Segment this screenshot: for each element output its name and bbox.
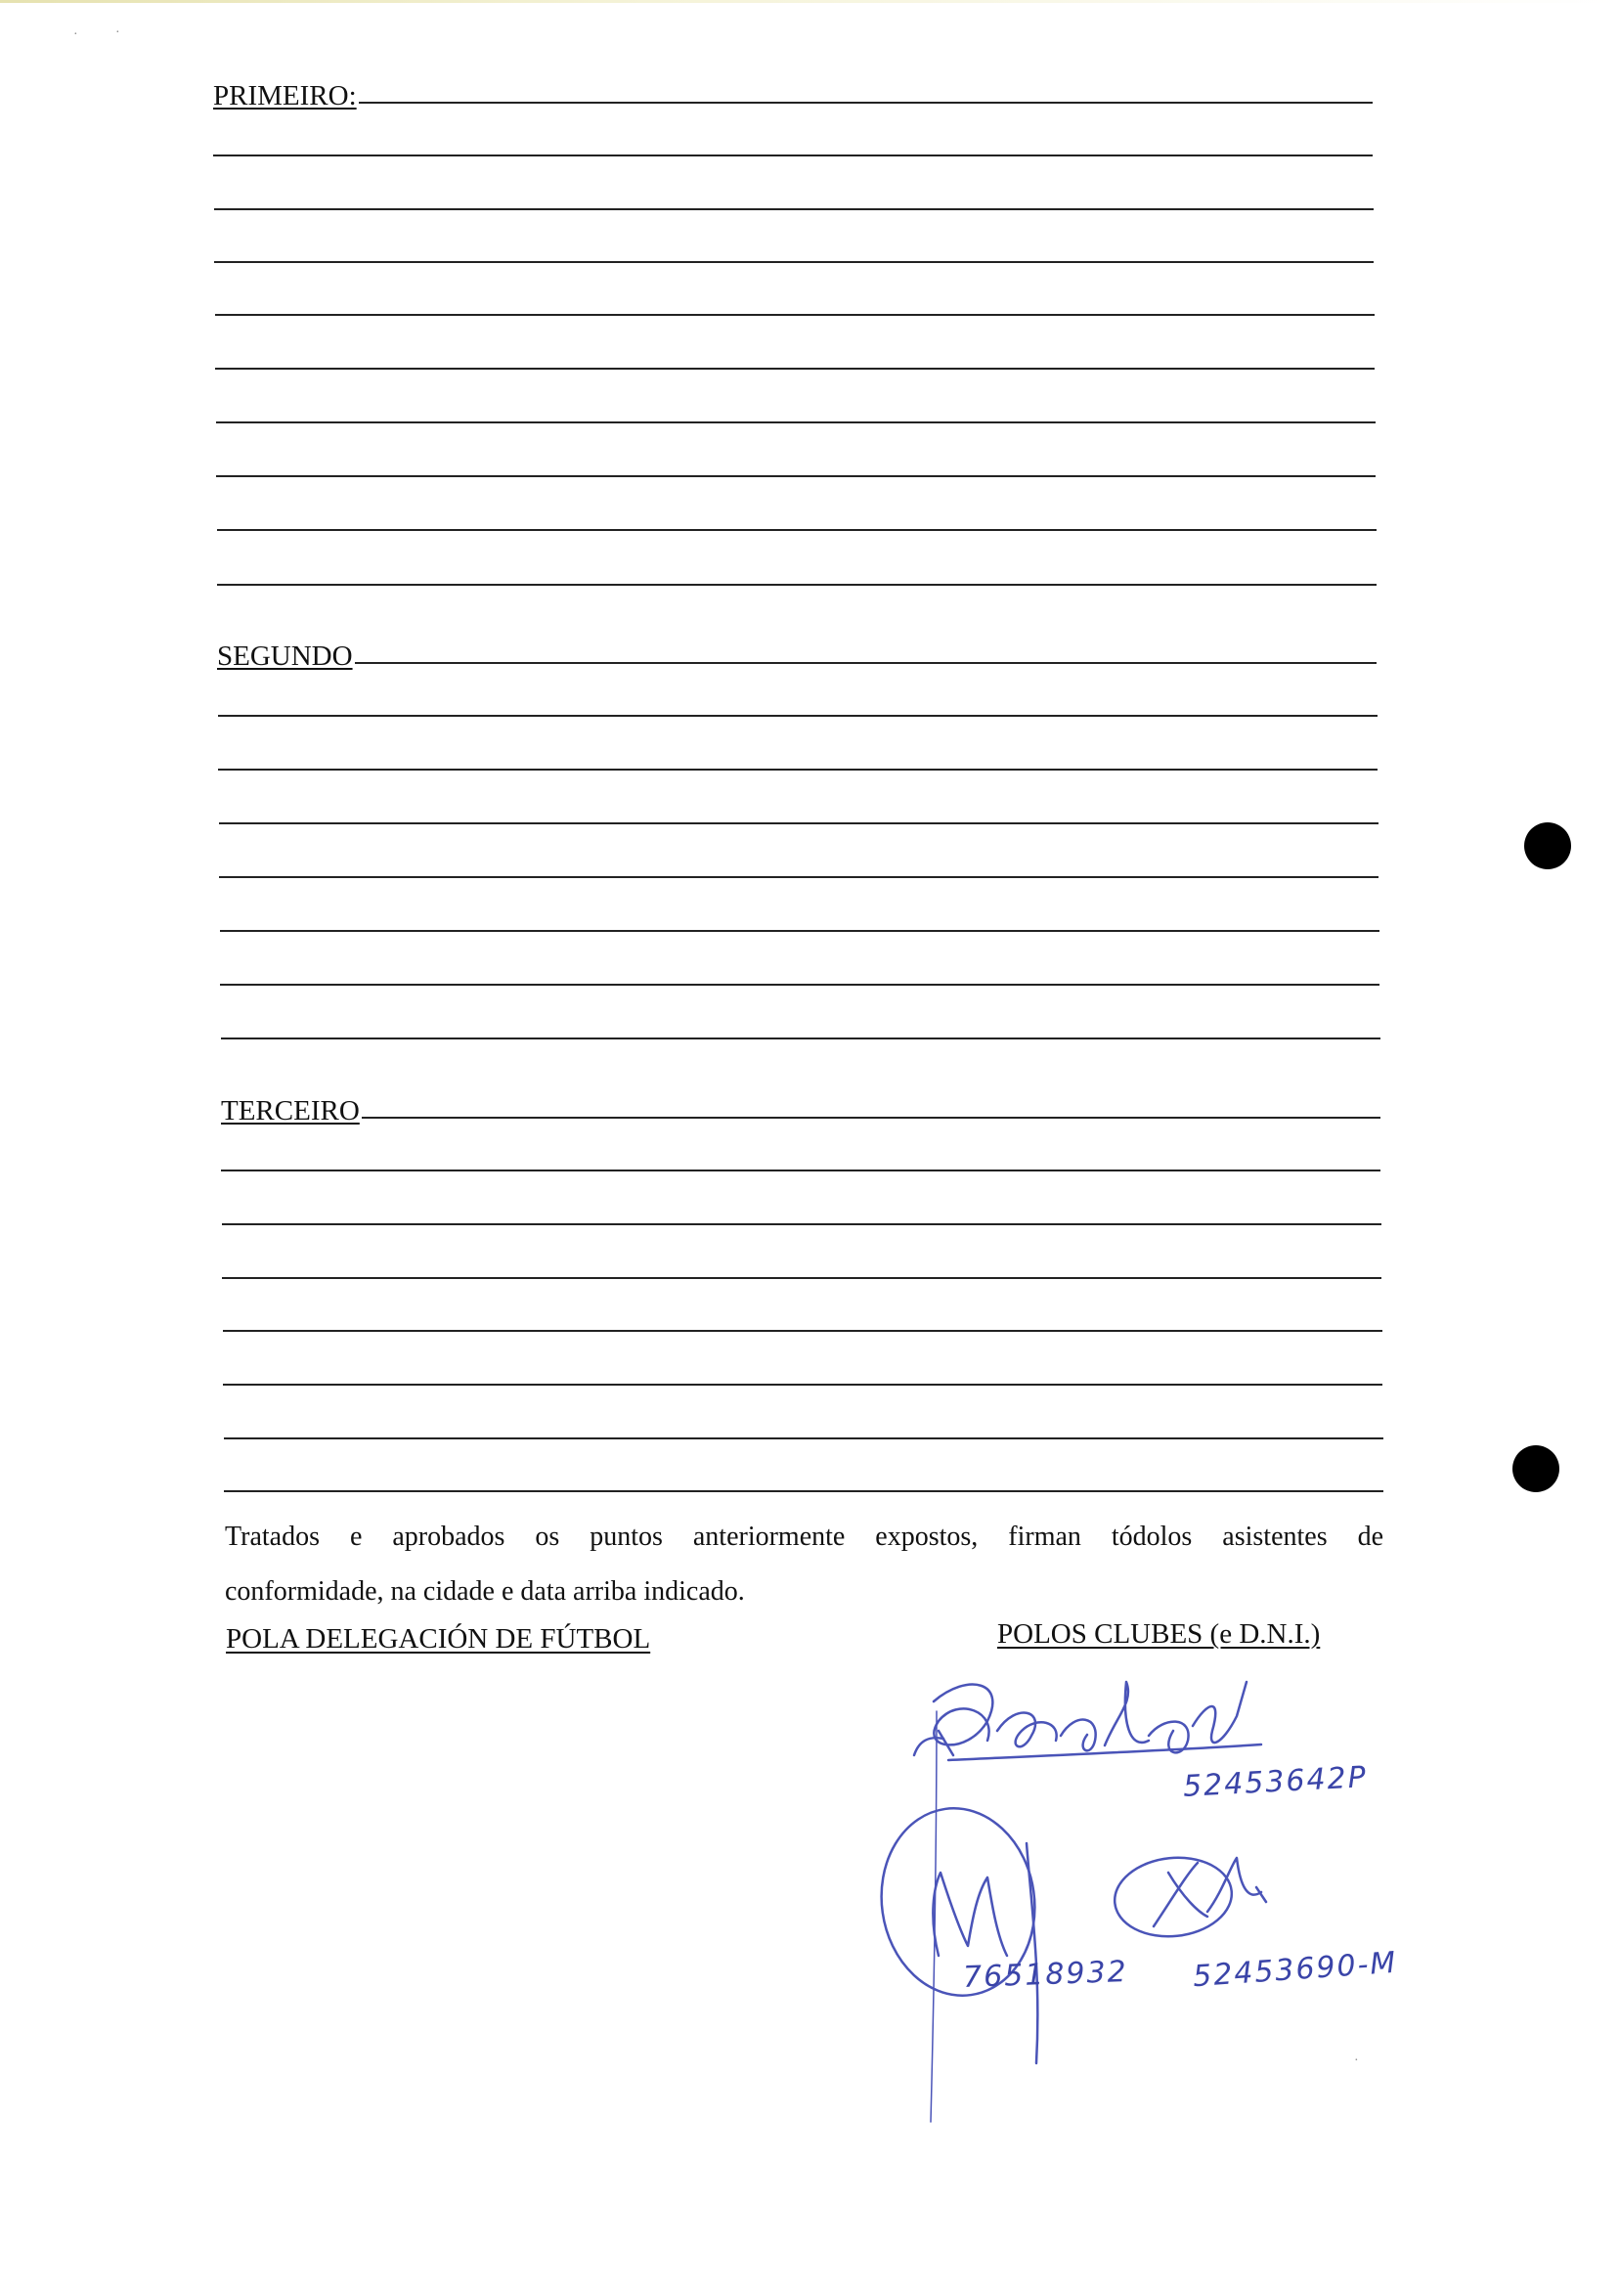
rule-line (214, 208, 1374, 210)
rule-line (219, 876, 1378, 878)
section-label-segundo: SEGUNDO (217, 640, 353, 672)
heading-clubes: POLOS CLUBES (e D.N.I.) (997, 1618, 1321, 1650)
rule-line (222, 1277, 1381, 1279)
heading-delegacion: POLA DELEGACIÓN DE FÚTBOL (226, 1623, 651, 1655)
punch-hole (1524, 822, 1571, 869)
section-label-primeiro: PRIMEIRO: (213, 80, 357, 111)
handwritten-signatures (860, 1662, 1447, 2132)
rule-line (215, 314, 1375, 316)
rule-line (224, 1437, 1383, 1439)
rule-line (219, 822, 1378, 824)
rule-line (223, 1384, 1382, 1386)
rule-line (215, 368, 1375, 370)
dni-number-3: 52453690-M (1192, 1945, 1399, 1995)
scan-edge (0, 0, 1619, 3)
dni-number-1: 52453642P (1182, 1760, 1369, 1804)
rule-line (221, 1117, 1380, 1119)
rule-line (220, 930, 1379, 932)
closing-line-2: conformidade, na cidade e data arriba indicado. (225, 1576, 745, 1607)
rule-line (213, 102, 1373, 104)
scan-speck: · (1354, 2053, 1359, 2068)
punch-hole (1512, 1445, 1559, 1492)
rule-line (216, 421, 1376, 423)
rule-line (223, 1330, 1382, 1332)
rule-line (221, 1170, 1380, 1171)
rule-line (218, 769, 1378, 771)
rule-line (217, 584, 1377, 586)
rule-line (220, 984, 1379, 986)
rule-line (218, 715, 1378, 717)
scan-speck: · (73, 27, 78, 42)
rule-line (222, 1223, 1381, 1225)
scan-speck: · (115, 25, 120, 40)
rule-line (213, 155, 1373, 156)
rule-line (217, 662, 1377, 664)
rule-line (224, 1490, 1383, 1492)
closing-line-1: Tratados e aprobados os puntos anteriormente expostos, firman tódolos asistentes de (225, 1522, 1383, 1552)
rule-line (214, 261, 1374, 263)
signatures-area (860, 1662, 1447, 2132)
rule-line (217, 529, 1377, 531)
section-label-terceiro: TERCEIRO (221, 1095, 360, 1126)
closing-paragraph (225, 1510, 1383, 1619)
rule-line (221, 1038, 1380, 1039)
rule-line (216, 475, 1376, 477)
dni-number-2: 76518932 (962, 1955, 1129, 1995)
